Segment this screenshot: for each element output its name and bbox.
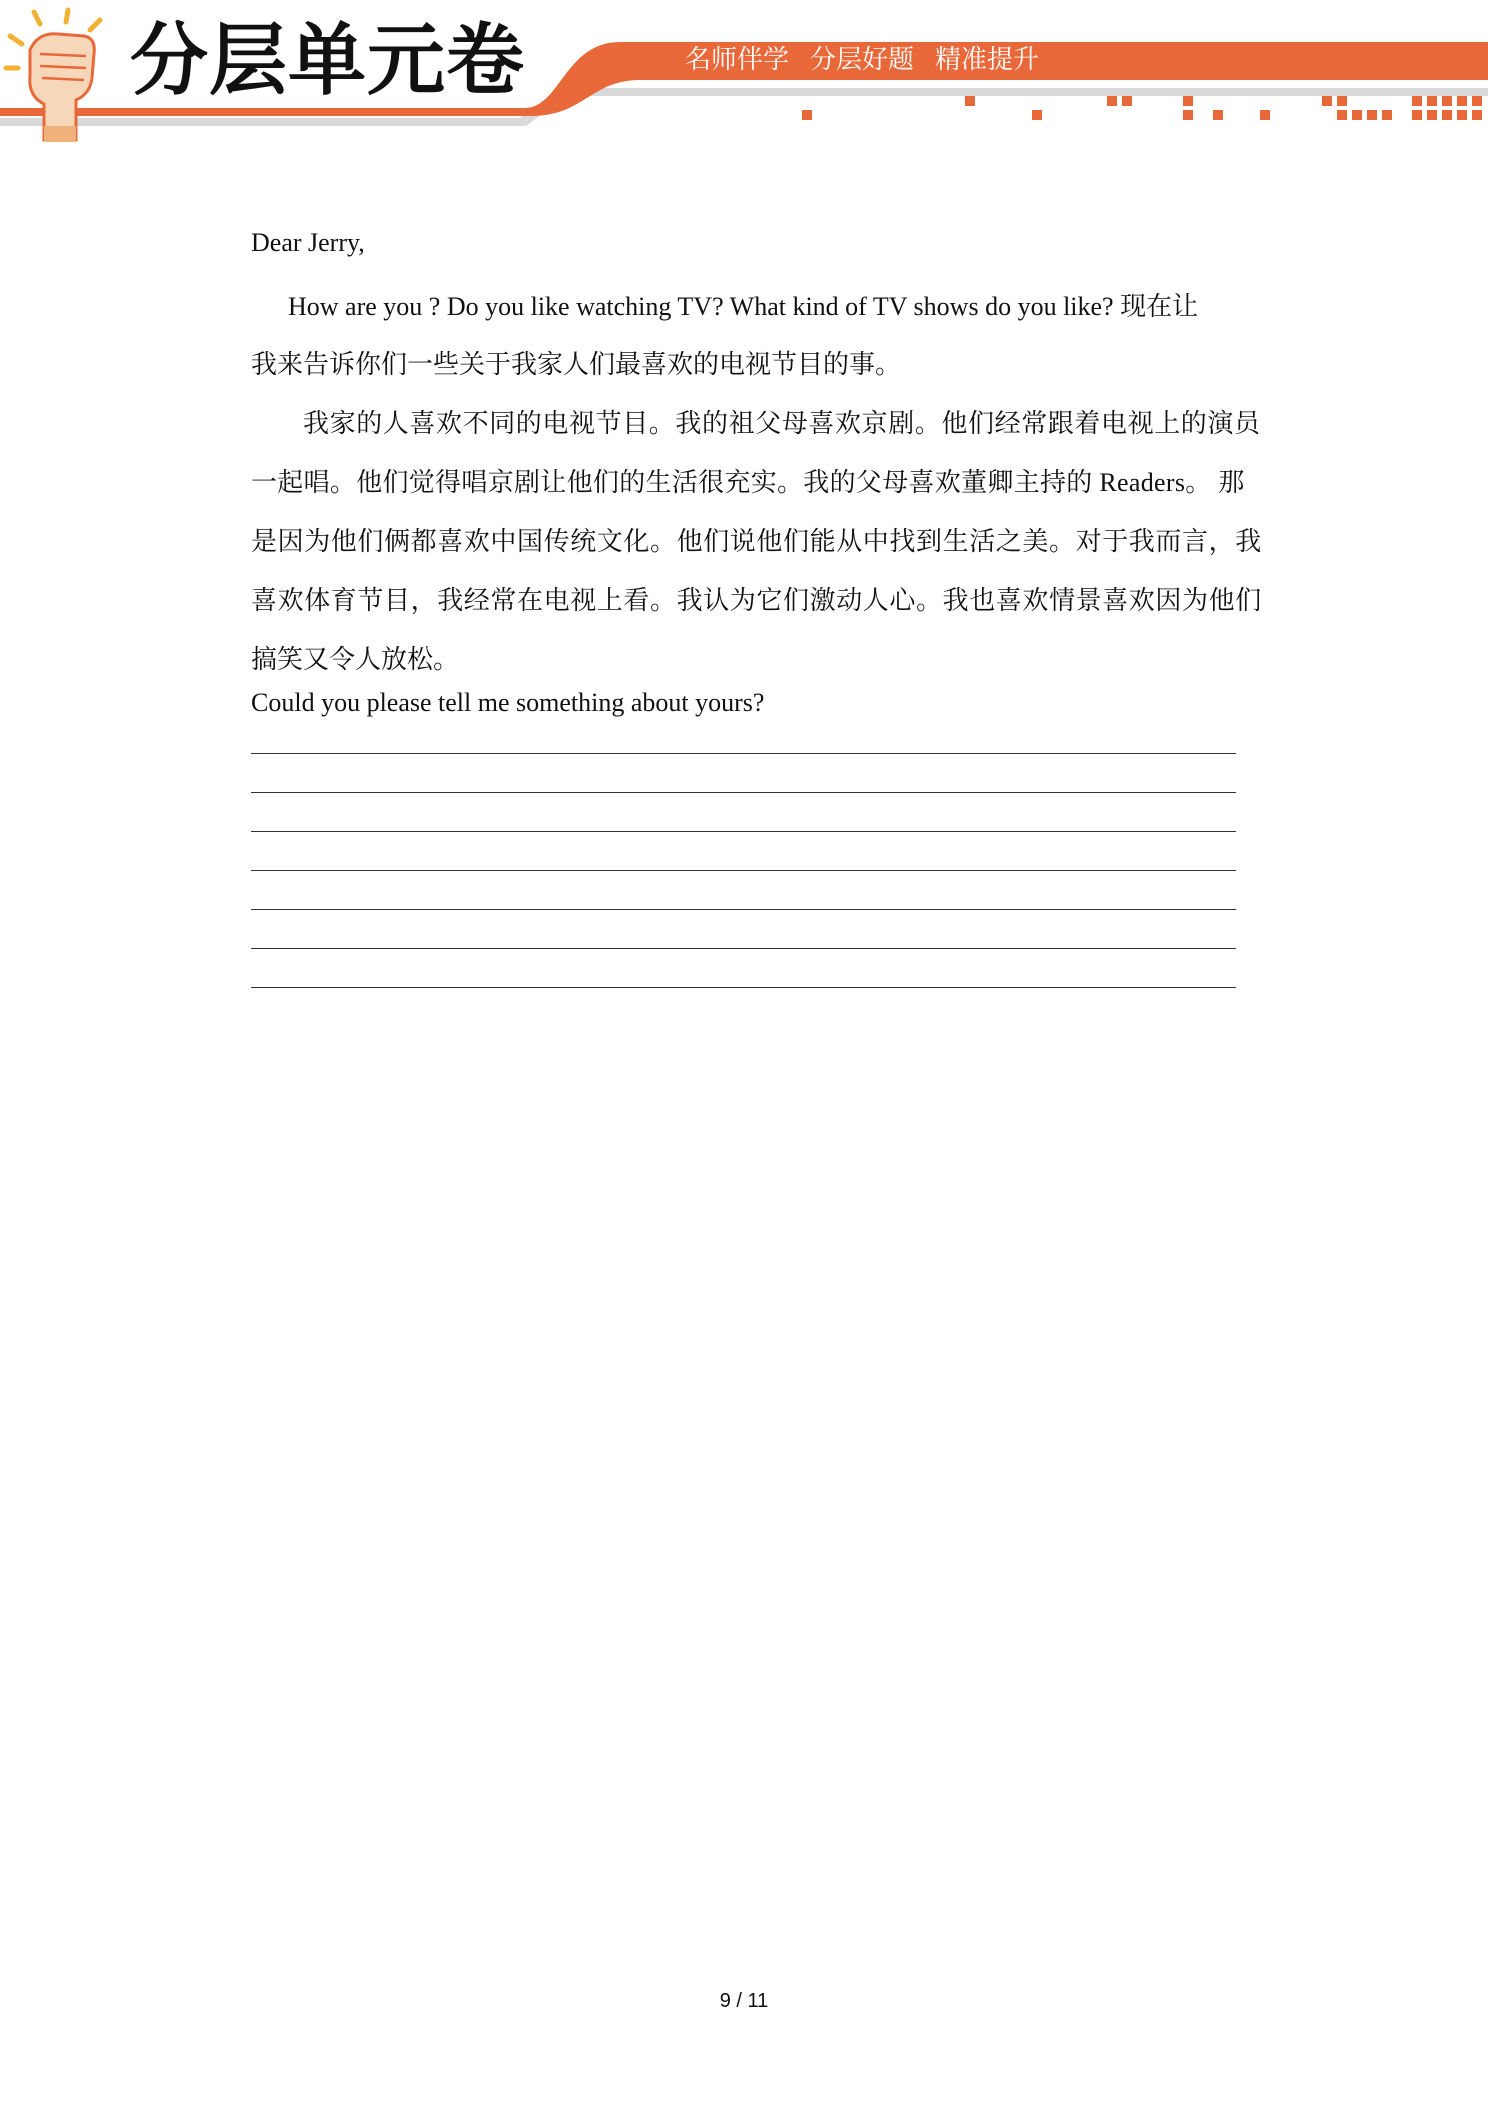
answer-line[interactable] [251, 831, 1236, 832]
letter-paragraph-2-line-2: 一起唱。他们觉得唱京剧让他们的生活很充实。我的父母喜欢董卿主持的 Readers。 那 [251, 468, 1245, 497]
letter-paragraph-2-line-5: 搞笑又令人放松。 [251, 645, 460, 674]
letter-paragraph-2-line-4: 喜欢体育节目，我经常在电视上看。我认为它们激动人心。我也喜欢情景喜欢因为他们 [251, 586, 1262, 615]
page-header [0, 0, 1488, 150]
answer-line[interactable] [251, 870, 1236, 871]
slogan-teacher-accompany: 名师伴学 [685, 45, 790, 75]
letter-paragraph-1-line-2: 我来告诉你们一些关于我家人们最喜欢的电视节目的事。 [251, 350, 902, 379]
answer-line[interactable] [251, 948, 1236, 949]
slogan-layered-questions: 分层好题 [810, 45, 915, 75]
letter-closing-question: Could you please tell me something about yours? [251, 688, 765, 717]
letter-paragraph-2-line-3: 是因为他们俩都喜欢中国传统文化。他们说他们能从中找到生活之美。对于我而言，我 [251, 527, 1262, 556]
brand-title: 分层单元卷 [130, 16, 526, 106]
page-number: 9 / 11 [719, 1990, 769, 2012]
answer-line[interactable] [251, 792, 1236, 793]
answer-line[interactable] [251, 753, 1236, 754]
letter-greeting: Dear Jerry, [251, 228, 365, 257]
slogan-precise-improvement: 精准提升 [935, 45, 1040, 75]
letter-paragraph-1-line-1: How are you ? Do you like watching TV? What kind of TV shows do you like? 现在让 [288, 292, 1199, 321]
letter-paragraph-2-line-1: 我家的人喜欢不同的电视节目。我的祖父母喜欢京剧。他们经常跟着电视上的演员 [303, 409, 1261, 438]
header-decorative-squares [802, 96, 1482, 120]
answer-line[interactable] [251, 909, 1236, 910]
answer-line[interactable] [251, 987, 1236, 988]
